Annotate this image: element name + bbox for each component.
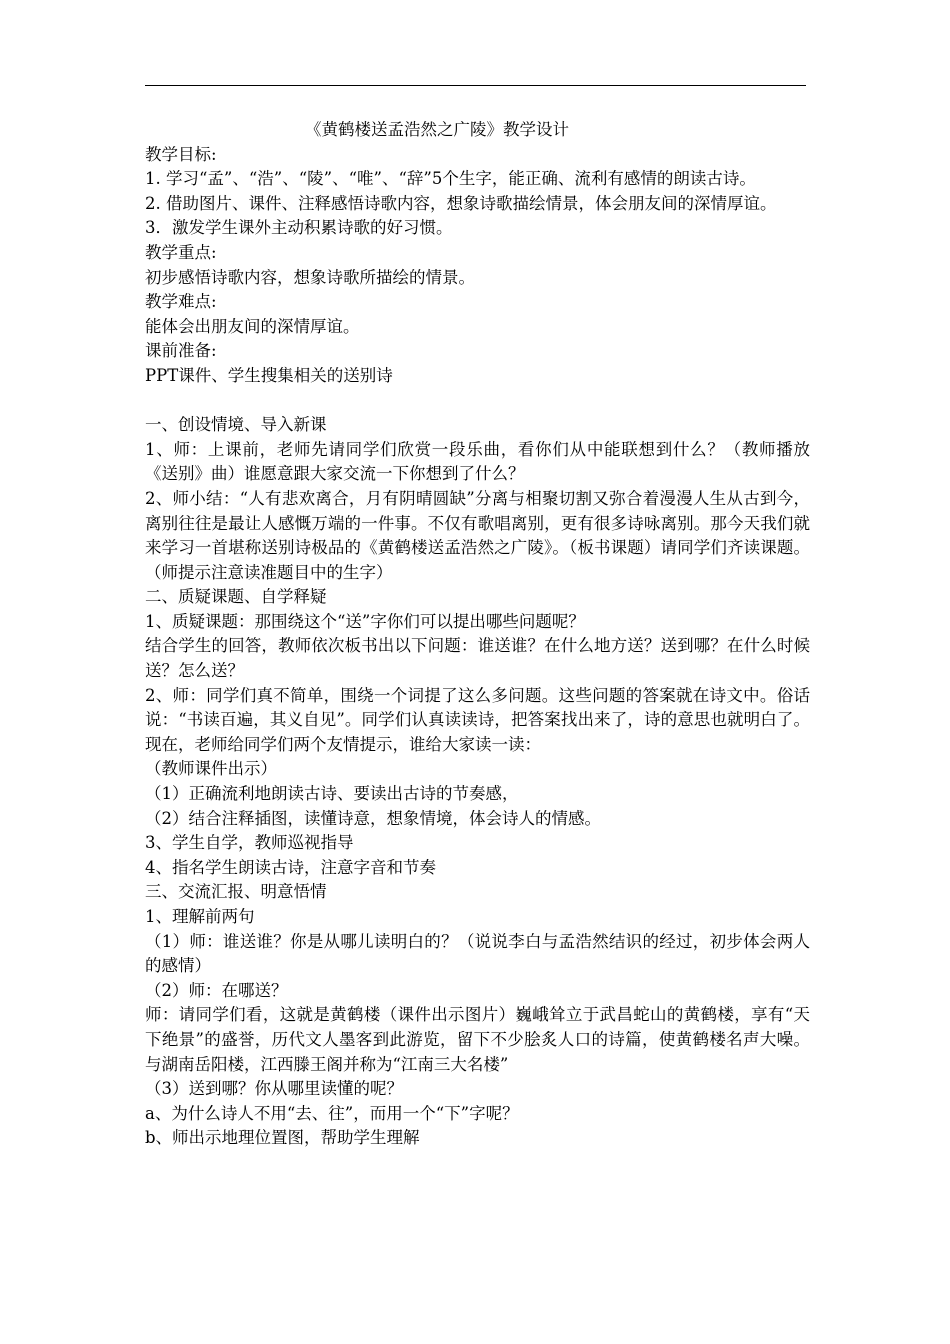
line-question-3a: a、为什么诗人不用“去、往”，而用一个“下”字呢？: [145, 1103, 519, 1123]
line-section-2-heading: 二、质疑课题、自学释疑: [145, 587, 327, 607]
line-question-1: （1）师：谁送谁？你是从哪儿读明白的？（说说李白与孟浩然结识的经过，初步体会两人的感情）: [145, 931, 810, 976]
line-goal-3: 3．激发学生课外主动积累诗歌的好习惯。: [145, 218, 453, 238]
header-rule: [145, 85, 806, 86]
line-section-2-step-4: 4、指名学生朗读古诗，注意字音和节奏: [145, 857, 436, 877]
line-section-3-heading: 三、交流汇报、明意悟情: [145, 882, 327, 902]
line-difficulty-heading: 教学难点:: [145, 292, 217, 312]
line-difficulty: 能体会出朋友间的深情厚谊。: [145, 316, 360, 336]
line-question-3b: b、师出示地理位置图，帮助学生理解: [145, 1128, 420, 1148]
line-section-1-heading: 一、创设情境、导入新课: [145, 415, 327, 435]
line-preparation-heading: 课前准备:: [145, 341, 217, 361]
line-section-1-step-1: 1、师：上课前，老师先请同学们欣赏一段乐曲，看你们从中能联想到什么？（教师播放《送别》曲）谁愿意跟大家交流一下你想到了什么？: [145, 439, 810, 484]
line-section-2-step-1: 1、质疑课题：那围绕这个“送”字你们可以提出哪些问题呢？: [145, 611, 585, 631]
line-tip-1: （1）正确流利地朗读古诗、要读出古诗的节奏感，: [145, 784, 519, 804]
line-question-3: （3）送到哪？你从哪里读懂的呢？: [145, 1079, 403, 1099]
line-section-2-step-2: 2、师：同学们真不简单，围绕一个词提了这么多问题。这些问题的答案就在诗文中。俗话说：“书读百遍，其义自见”。同学们认真读读诗，把答案找出来了，诗的意思也就明白了。现在，老师给同学们两个友情提示，谁给大家读一读：: [145, 685, 810, 754]
line-question-2: （2）师：在哪送？: [145, 980, 288, 1000]
document-body: [145, 118, 810, 1151]
line-goal-1: 1. 学习“孟”、“浩”、“陵”、“唯”、“辞”5个生字，能正确、流利有感情的朗读古诗。: [145, 169, 756, 189]
document-title: 《黄鹤楼送孟浩然之广陵》教学设计: [305, 120, 569, 139]
line-key-points-heading: 教学重点:: [145, 242, 217, 262]
line-goal-2: 2. 借助图片、课件、注释感悟诗歌内容，想象诗歌描绘情景，体会朋友间的深情厚谊。: [145, 193, 777, 213]
line-section-2-board-questions: 结合学生的回答，教师依次板书出以下问题：谁送谁？在什么地方送？送到哪？在什么时候送？怎么送？: [145, 636, 810, 681]
line-section-3-part-1: 1、理解前两句: [145, 907, 255, 926]
line-section-1-step-2: 2、师小结：“人有悲欢离合，月有阴晴圆缺”分离与相聚切割又弥合着漫漫人生从古到今，离别往往是最让人感慨万端的一件事。不仅有歌唱离别，更有很多诗咏离别。那今天我们就来学习一首堪称送别诗极品的《黄鹤楼送孟浩然之广陵》。（板书课题）请同学们齐读课题。（师提示注意读准题目中的生字）: [145, 488, 810, 582]
line-preparation: PPT课件、学生搜集相关的送别诗: [145, 365, 393, 385]
line-section-2-step-3: 3、学生自学，教师巡视指导: [145, 833, 354, 853]
line-teaching-goals-heading: 教学目标:: [145, 144, 217, 164]
line-key-points: 初步感悟诗歌内容，想象诗歌所描绘的情景。: [145, 267, 475, 287]
line-yellow-crane-tower: 师：请同学们看，这就是黄鹤楼（课件出示图片）巍峨耸立于武昌蛇山的黄鹤楼，享有“天下绝景”的盛誉，历代文人墨客到此游览，留下不少脍炙人口的诗篇，使黄鹤楼名声大噪。与湖南岳阳楼，江西滕王阁并称为“江南三大名楼”: [145, 1005, 810, 1074]
blank-line: [145, 389, 810, 414]
line-courseware-note: （教师课件出示）: [145, 759, 277, 779]
line-tip-2: （2）结合注释插图，读懂诗意，想象情境，体会诗人的情感。: [145, 808, 601, 828]
